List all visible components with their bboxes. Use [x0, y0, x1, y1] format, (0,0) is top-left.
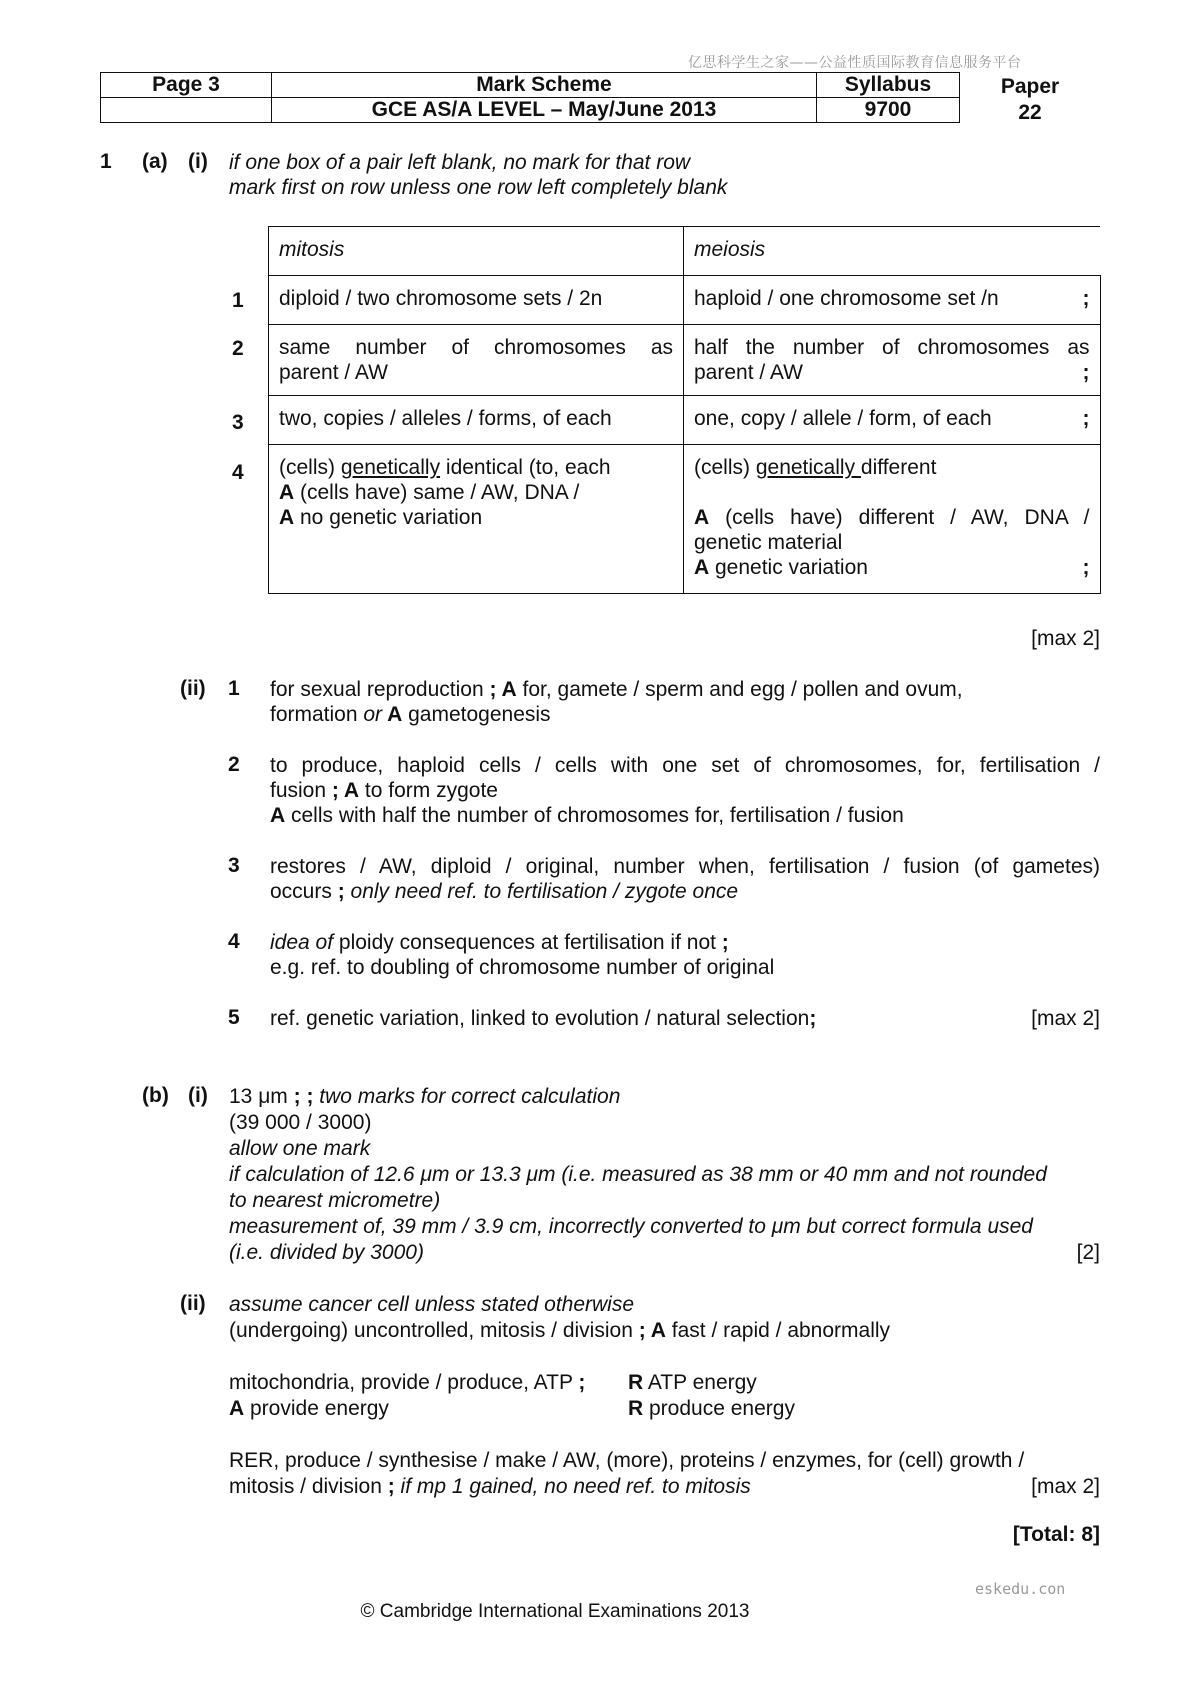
ai-max-mark: [max 2]: [1031, 627, 1100, 650]
table-row: [269, 445, 1101, 594]
mark-semicolon: ;: [1082, 287, 1090, 310]
ai-note-1: if one box of a pair left blank, no mark for that row: [229, 151, 691, 174]
row4-mitosis: (cells) genetically identical (to, each A (cells have) same / AW, DNA / A no genetic variation: [269, 445, 684, 594]
bii-line-3-reject: R ATP energy: [628, 1371, 757, 1394]
row-number-3: 3: [232, 411, 244, 434]
bi-line-1: 13 μm ; ; two marks for correct calculation: [229, 1085, 621, 1108]
aii-point-4-line-1: idea of ploidy consequences at fertilisation if not ;: [270, 931, 729, 954]
row1-mitosis: diploid / two chromosome sets / 2n: [269, 276, 684, 325]
mitosis-meiosis-table: [268, 226, 1101, 594]
part-ai-label: (i): [188, 150, 208, 173]
bii-max-mark: [max 2]: [1031, 1475, 1100, 1498]
bi-line-4: if calculation of 12.6 μm or 13.3 μm (i.e. measured as 38 mm or 40 mm and not rounded: [229, 1163, 1047, 1186]
footer-copyright: © Cambridge International Examinations 2013: [360, 1601, 750, 1622]
table-row: [269, 325, 1101, 396]
col-header-mitosis: mitosis: [269, 227, 684, 276]
bi-line-5: to nearest micrometre): [229, 1189, 441, 1212]
bii-line-4-reject: R produce energy: [628, 1397, 795, 1420]
bii-line-5: RER, produce / synthesise / make / AW, (more), proteins / enzymes, for (cell) growth /: [229, 1449, 1025, 1472]
row-number-1: 1: [232, 289, 244, 312]
aii-point-3-line-1: restores / AW, diploid / original, number when, fertilisation / fusion (of gametes): [270, 855, 1100, 878]
col-header-meiosis: meiosis: [684, 227, 1101, 276]
aii-point-4-line-2: e.g. ref. to doubling of chromosome number of original: [270, 956, 775, 979]
paper-number: 22: [1018, 101, 1042, 124]
row2-meiosis: half the number of chromosomes as ; parent / AW: [684, 325, 1101, 396]
ai-note-2: mark first on row unless one row left completely blank: [229, 176, 728, 199]
aii-point-4-num: 4: [228, 930, 240, 953]
bi-line-3: allow one mark: [229, 1137, 371, 1160]
bii-line-2: (undergoing) uncontrolled, mitosis / division ; A fast / rapid / abnormally: [229, 1319, 891, 1342]
part-aii-label: (ii): [180, 677, 206, 700]
bii-line-3: mitochondria, provide / produce, ATP ;: [229, 1371, 586, 1394]
footer-wrap: [0, 1601, 1190, 1623]
bi-line-2: (39 000 / 3000): [229, 1111, 372, 1134]
part-bi-label: (i): [188, 1084, 208, 1107]
question-number: 1: [100, 150, 112, 173]
row3-mitosis: two, copies / alleles / forms, of each: [269, 396, 684, 445]
row4-meiosis: (cells) genetically different A (cells have) different / AW, DNA / genetic material ; A genetic variation: [684, 445, 1101, 594]
aii-point-1-line-1: for sexual reproduction ; A for, gamete / sperm and egg / pollen and ovum,: [270, 678, 963, 701]
bi-line-6: measurement of, 39 mm / 3.9 cm, incorrectly converted to μm but correct formula used: [229, 1215, 1033, 1238]
bii-line-1: assume cancer cell unless stated otherwise: [229, 1293, 635, 1316]
bi-line-7: (i.e. divided by 3000): [229, 1241, 424, 1264]
total-mark: [Total: 8]: [1012, 1523, 1100, 1546]
row-number-2: 2: [232, 337, 244, 360]
aii-point-5-num: 5: [228, 1006, 240, 1029]
aii-point-3-line-2: occurs ; only need ref. to fertilisation / zygote once: [270, 880, 739, 903]
aii-point-2-line-1: to produce, haploid cells / cells with one set of chromosomes, for, fertilisation /: [270, 754, 1100, 777]
row1-meiosis: ; haploid / one chromosome set /n: [684, 276, 1101, 325]
bii-line-4: A provide energy: [229, 1397, 389, 1420]
bi-mark: [2]: [1076, 1241, 1100, 1264]
aii-point-2-line-3: A cells with half the number of chromosomes for, fertilisation / fusion: [270, 804, 904, 827]
aii-point-3-num: 3: [228, 854, 240, 877]
exam-name: GCE AS/A LEVEL – May/June 2013: [272, 98, 817, 123]
table-row: [269, 396, 1101, 445]
row-number-4: 4: [232, 461, 244, 484]
aii-point-2-num: 2: [228, 753, 240, 776]
header-table: [100, 72, 960, 123]
watermark-top: 亿思科学生之家——公益性质国际教育信息服务平台: [688, 55, 1022, 71]
aii-point-5-line-1: ref. genetic variation, linked to evolution / natural selection;: [270, 1007, 817, 1030]
paper-box: [990, 74, 1070, 126]
row2-mitosis: same number of chromosomes as parent / AW: [269, 325, 684, 396]
part-a-label: (a): [142, 150, 168, 173]
watermark-bottom: eskedu.con: [975, 1580, 1066, 1598]
table-row: [269, 276, 1101, 325]
part-bii-label: (ii): [180, 1292, 206, 1315]
aii-point-2-line-2: fusion ; A to form zygote: [270, 779, 498, 802]
bii-line-6: mitosis / division ; if mp 1 gained, no need ref. to mitosis: [229, 1475, 751, 1498]
part-b-label: (b): [142, 1084, 169, 1107]
syllabus-label: Syllabus: [817, 73, 960, 98]
aii-max-mark: [max 2]: [1031, 1007, 1100, 1030]
page-number: Page 3: [101, 73, 272, 98]
header-title: Mark Scheme: [272, 73, 817, 98]
header-empty: [101, 98, 272, 123]
paper-label: Paper: [1000, 75, 1060, 98]
aii-point-1-line-2: formation or A gametogenesis: [270, 703, 551, 726]
row3-meiosis: ; one, copy / allele / form, of each: [684, 396, 1101, 445]
syllabus-code: 9700: [817, 98, 960, 123]
aii-point-1-num: 1: [228, 677, 240, 700]
